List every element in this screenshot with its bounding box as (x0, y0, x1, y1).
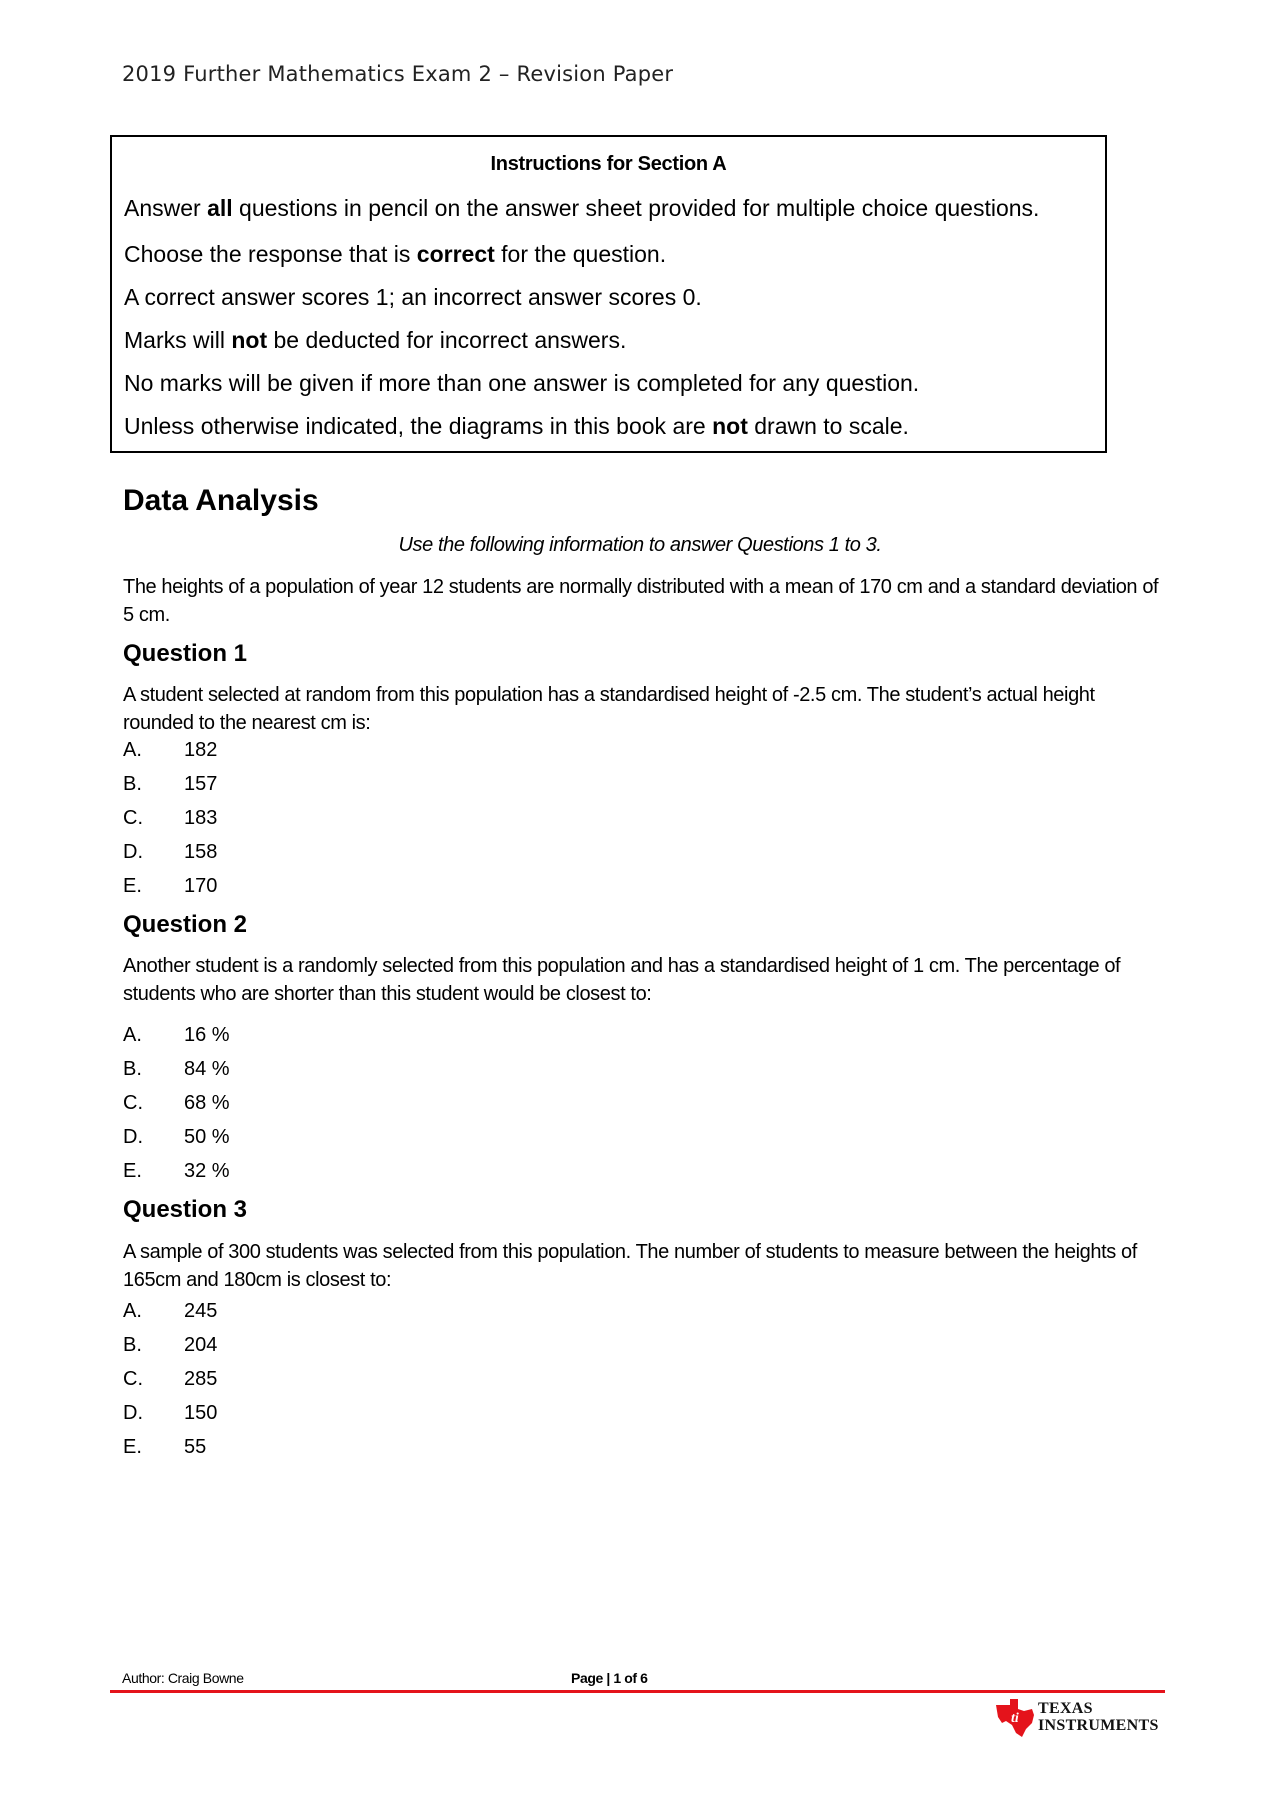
option-letter: B. (123, 1334, 142, 1356)
texas-instruments-wordmark (1038, 1700, 1159, 1734)
option-letter: D. (123, 1402, 143, 1424)
option-value: 157 (184, 773, 218, 795)
option-value: 32 % (184, 1160, 230, 1182)
option-value: 245 (184, 1300, 218, 1322)
logo-line-2: INSTRUMENTS (1038, 1717, 1159, 1734)
option-letter: B. (123, 773, 142, 795)
question-3-heading: Question 3 (123, 1196, 248, 1223)
instruction-text: No marks will be given if more than one answer is completed for any question. (124, 370, 920, 396)
option-value: 170 (184, 875, 218, 897)
option-letter: D. (123, 1126, 143, 1148)
instruction-text: Marks will (124, 327, 232, 353)
instruction-text: Unless otherwise indicated, the diagrams in this book are (124, 413, 713, 439)
svg-text:ti: ti (1011, 1711, 1019, 1726)
footer-divider (110, 1690, 1165, 1693)
section-title: Data Analysis (123, 484, 319, 517)
option-letter: E. (123, 1436, 142, 1458)
option-letter: A. (123, 739, 142, 761)
instruction-emphasis: all (207, 195, 233, 221)
option-value: 183 (184, 807, 218, 829)
instruction-text: Answer (124, 195, 208, 221)
question-2-stem: Another student is a randomly selected from this population and has a standardised height of 1 cm. The percentage of students who are shorter than this student would be closest to: (123, 955, 1121, 1005)
footer-page-number: Page | 1 of 6 (571, 1670, 648, 1686)
logo-line-1: TEXAS (1038, 1700, 1093, 1717)
question-2-heading: Question 2 (123, 911, 248, 938)
instruction-text: drawn to scale. (747, 413, 909, 439)
instruction-line (124, 327, 626, 354)
instruction-line (124, 284, 702, 311)
instruction-text: A correct answer scores 1; an incorrect answer scores 0. (124, 284, 702, 310)
option-value: 68 % (184, 1092, 230, 1114)
option-value: 16 % (184, 1024, 230, 1046)
option-letter: E. (123, 1160, 142, 1182)
instructions-box (110, 135, 1107, 453)
option-value: 55 (184, 1436, 207, 1458)
instruction-line (124, 195, 1039, 222)
question-3-stem: A sample of 300 students was selected from this population. The number of students to measure between the heights of 165cm and 180cm is closest to: (123, 1241, 1137, 1291)
footer-author: Author: Craig Bowne (122, 1670, 244, 1686)
instruction-text: be deducted for incorrect answers. (267, 327, 627, 353)
question-1-stem: A student selected at random from this population has a standardised height of -2.5 cm. The student’s actual height rounded to the nearest cm is: (123, 684, 1095, 734)
section-info: The heights of a population of year 12 students are normally distributed with a mean of 170 cm and a standard deviation of 5 cm. (123, 576, 1159, 626)
option-value: 182 (184, 739, 218, 761)
option-value: 204 (184, 1334, 218, 1356)
section-intro: Use the following information to answer Questions 1 to 3. (398, 534, 882, 556)
option-letter: C. (123, 1092, 143, 1114)
instruction-emphasis: not (231, 327, 268, 353)
option-letter: A. (123, 1300, 142, 1322)
instruction-line (124, 241, 666, 268)
instructions-heading: Instructions for Section A (490, 153, 727, 175)
option-value: 150 (184, 1402, 218, 1424)
instruction-text: questions in pencil on the answer sheet provided for multiple choice questions. (232, 195, 1040, 221)
option-value: 158 (184, 841, 218, 863)
option-letter: B. (123, 1058, 142, 1080)
option-letter: D. (123, 841, 143, 863)
option-letter: A. (123, 1024, 142, 1046)
instruction-emphasis: correct (416, 241, 495, 267)
option-letter: E. (123, 875, 142, 897)
instruction-text: Choose the response that is (124, 241, 417, 267)
option-value: 50 % (184, 1126, 230, 1148)
option-value: 285 (184, 1368, 218, 1390)
option-letter: C. (123, 1368, 143, 1390)
option-letter: C. (123, 807, 143, 829)
option-value: 84 % (184, 1058, 230, 1080)
page-header-title: 2019 Further Mathematics Exam 2 – Revision Paper (122, 62, 674, 86)
instruction-emphasis: not (712, 413, 748, 439)
instruction-line (124, 413, 909, 440)
instruction-text: for the question. (494, 241, 667, 267)
question-1-heading: Question 1 (123, 640, 248, 667)
instruction-line (124, 370, 919, 397)
